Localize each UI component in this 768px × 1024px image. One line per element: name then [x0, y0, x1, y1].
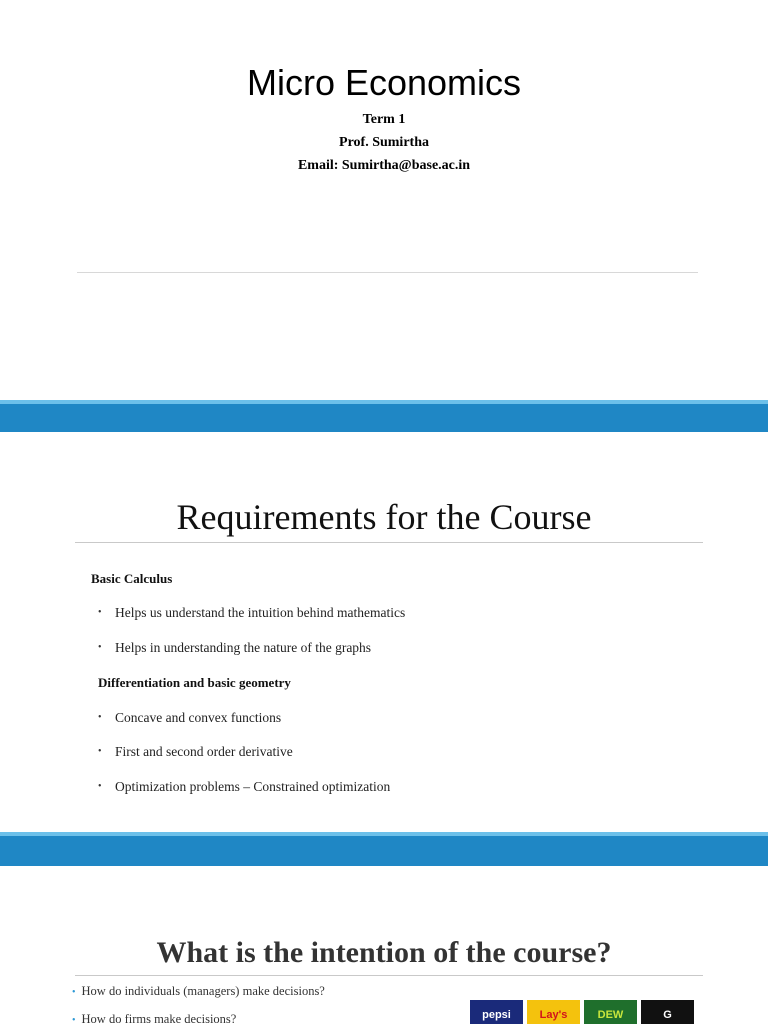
email-line: Email: Sumirtha@base.ac.in	[297, 158, 471, 173]
bullet-icon: •	[72, 1015, 76, 1024]
brand-logos	[470, 1000, 694, 1024]
slide-separator-highlight	[0, 832, 768, 836]
lays-logo: Lay's	[527, 1000, 580, 1024]
bullet-icon: •	[98, 746, 102, 757]
list-item	[98, 778, 391, 796]
list-item-text: How do individuals (managers) make decisions?	[81, 984, 325, 998]
term-label: Term 1	[362, 112, 406, 127]
slide-separator-band	[0, 832, 768, 866]
bullet-icon: •	[98, 642, 102, 653]
bullet-icon: •	[98, 712, 102, 723]
slide-3-title: What is the intention of the course?	[156, 936, 612, 969]
slide-intention	[0, 866, 768, 1024]
list-item-text: Helps in understanding the nature of the graphs	[115, 640, 372, 655]
gatorade-logo: G	[641, 1000, 694, 1024]
slide-separator-band	[0, 400, 768, 432]
list-item	[98, 604, 406, 622]
pepsi-logo: pepsi	[470, 1000, 523, 1024]
bullet-icon: •	[72, 987, 76, 998]
list-item	[98, 743, 293, 761]
divider-line	[77, 272, 698, 273]
mountain-dew-logo: DEW	[584, 1000, 637, 1024]
section-heading: Differentiation and basic geometry	[98, 675, 291, 690]
list-item	[98, 709, 282, 727]
list-item	[72, 1012, 236, 1024]
title-underline	[75, 975, 703, 976]
slide-title	[0, 0, 768, 400]
list-item-text: How do firms make decisions?	[81, 1012, 237, 1024]
slide-1-title: Micro Economics	[246, 62, 522, 103]
list-item-text: Concave and convex functions	[115, 710, 282, 725]
list-item-text: Optimization problems – Constrained optimization	[115, 779, 391, 794]
list-item-text: Helps us understand the intuition behind mathematics	[115, 605, 406, 620]
list-item	[72, 984, 325, 999]
professor-name: Prof. Sumirtha	[339, 135, 429, 150]
list-item	[98, 639, 372, 657]
slide-separator-highlight	[0, 400, 768, 404]
bullet-icon: •	[98, 781, 102, 792]
section-heading: Basic Calculus	[91, 571, 173, 586]
title-underline	[75, 542, 703, 543]
slide-requirements	[0, 432, 768, 832]
list-item-text: First and second order derivative	[115, 744, 293, 759]
slide-2-title: Requirements for the Course	[176, 497, 592, 537]
bullet-icon: •	[98, 607, 102, 618]
